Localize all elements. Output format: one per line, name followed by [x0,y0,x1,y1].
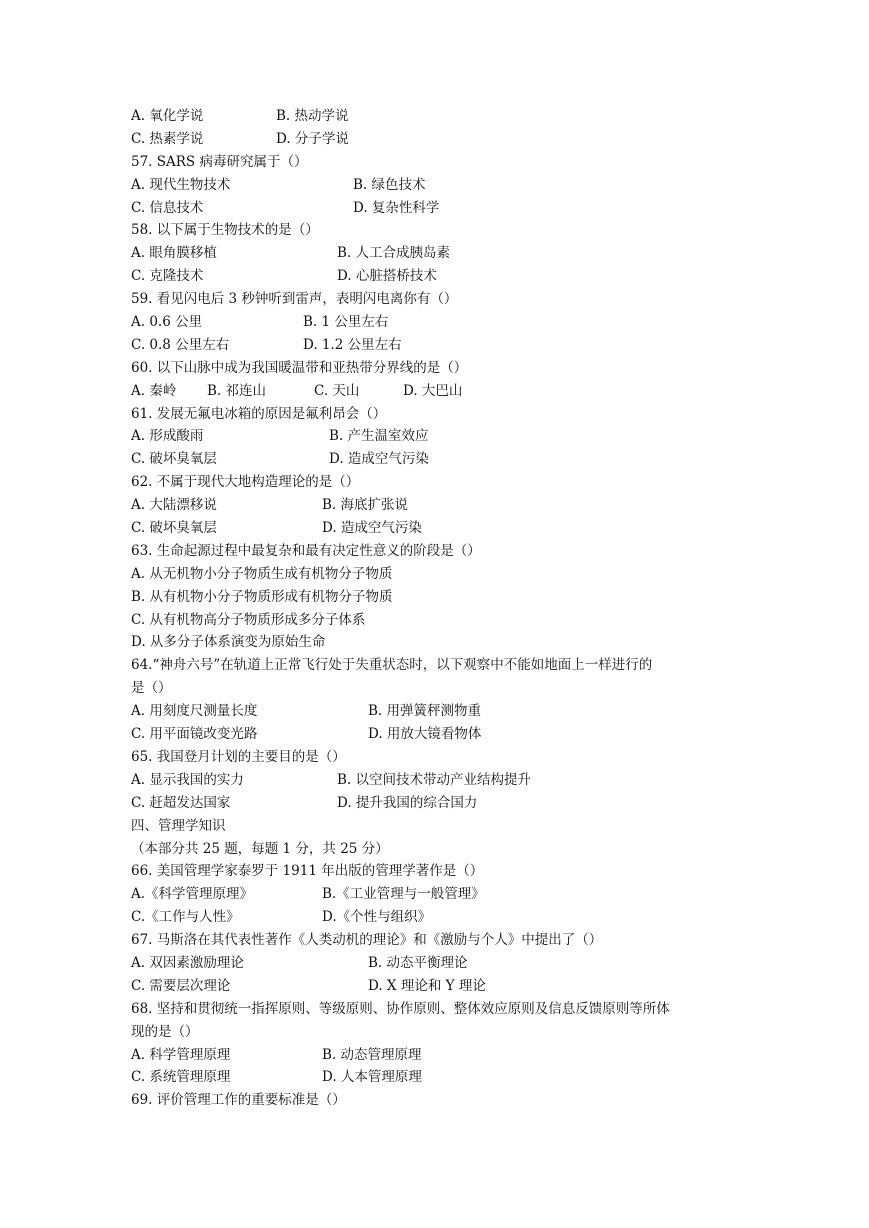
option-text: A. 眼角膜移植 [131,245,217,262]
text-line [131,631,801,654]
line-text: 65. 我国登月计划的主要目的是（） [131,748,346,765]
text-line [131,1021,801,1044]
line-text: B. 从有机物小分子物质形成有机物分子物质 [131,588,393,605]
text-line [131,769,801,792]
option-text: D. 复杂性科学 [353,199,440,216]
text-line [131,517,801,540]
line-text: 四、管理学知识 [131,817,226,834]
option-text: A. 形成酸雨 [131,428,204,445]
option-text: C. 系统管理原理 [131,1069,231,1086]
option-text: B. 以空间技术带动产业结构提升 [337,771,532,788]
option-text: B. 动态平衡理论 [368,954,468,971]
text-line [131,563,801,586]
option-text: A. 现代生物技术 [131,176,231,193]
option-text: D. 心脏搭桥技术 [337,268,437,285]
line-text: 现的是（） [131,1023,199,1040]
line-text: 62. 不属于现代大地构造理论的是（） [131,474,360,491]
question-text-block [131,105,801,1112]
option-text: D. 1.2 公里左右 [303,336,402,353]
option-text: B.《工业管理与一般管理》 [322,886,485,903]
option-text: D. 用放大镜看物体 [368,726,482,743]
text-line [131,838,801,861]
text-line [131,219,801,242]
text-line [131,288,801,311]
text-line [131,998,801,1021]
text-line [131,586,801,609]
text-line [131,471,801,494]
line-text: （本部分共 25 题，每题 1 分，共 25 分） [131,840,389,857]
option-text: A. 秦岭 [131,382,177,399]
option-text: B. 绿色技术 [353,176,426,193]
text-line [131,403,801,426]
line-text: C. 从有机物高分子物质形成多分子体系 [131,611,366,628]
line-text: D. 从多分子体系演变为原始生命 [131,634,326,651]
option-text: C. 用平面镜改变光路 [131,726,258,743]
option-text: C. 天山 [314,382,360,399]
option-text: A. 0.6 公里 [131,314,203,331]
line-text: 61. 发展无氟电冰箱的原因是氟利昂会（） [131,405,387,422]
option-text: A.《科学管理原理》 [131,886,254,903]
line-text: 68. 坚持和贯彻统一指挥原则、等级原则、协作原则、整体效应原则及信息反馈原则等所体 [131,1000,670,1017]
text-line [131,334,801,357]
option-text: D. X 理论和 Y 理论 [368,977,486,994]
option-text: D. 分子学说 [276,130,349,147]
option-text: D. 人本管理原理 [322,1069,422,1086]
text-line [131,174,801,197]
option-text: B. 动态管理原理 [322,1046,422,1063]
option-text: C. 破坏臭氧层 [131,451,217,468]
text-line [131,906,801,929]
text-line [131,242,801,265]
text-line [131,128,801,151]
line-text: 63. 生命起源过程中最复杂和最有决定性意义的阶段是（） [131,542,481,559]
text-line [131,494,801,517]
text-line [131,975,801,998]
text-line [131,311,801,334]
text-line [131,380,801,403]
option-text: C. 需要层次理论 [131,977,231,994]
option-text: B. 人工合成胰岛素 [337,245,451,262]
line-text: 69. 评价管理工作的重要标准是（） [131,1092,346,1109]
text-line [131,540,801,563]
option-text: A. 显示我国的实力 [131,771,244,788]
text-line [131,677,801,700]
option-text: C. 克隆技术 [131,268,204,285]
text-line [131,265,801,288]
option-text: A. 大陆漂移说 [131,497,217,514]
option-text: C. 破坏臭氧层 [131,520,217,537]
text-line [131,425,801,448]
line-text: 57. SARS 病毒研究属于（） [131,153,308,170]
line-text: A. 从无机物小分子物质生成有机物分子物质 [131,565,393,582]
text-line [131,609,801,632]
line-text: 是（） [131,680,172,697]
option-text: B. 1 公里左右 [303,314,389,331]
text-line [131,860,801,883]
line-text: 64.“神舟六号”在轨道上正常飞行处于失重状态时，以下观察中不能如地面上一样进行的 [131,657,653,674]
option-text: D. 提升我国的综合国力 [337,794,478,811]
line-text: 58. 以下属于生物技术的是（） [131,222,319,239]
option-text: C.《工作与人性》 [131,909,240,926]
option-text: C. 热素学说 [131,130,204,147]
line-text: 66. 美国管理学家泰罗于 1911 年出版的管理学著作是（） [131,863,484,880]
option-text: C. 赶超发达国家 [131,794,231,811]
option-text: D. 大巴山 [403,382,463,399]
text-line [131,723,801,746]
option-text: A. 科学管理原理 [131,1046,231,1063]
text-line [131,1066,801,1089]
text-line [131,151,801,174]
option-text: C. 信息技术 [131,199,204,216]
option-text: A. 氧化学说 [131,108,204,124]
option-text: B. 热动学说 [276,108,349,124]
option-text: B. 用弹簧秤测物重 [368,703,482,720]
option-text: B. 产生温室效应 [329,428,429,445]
text-line [131,746,801,769]
option-text: A. 双因素激励理论 [131,954,244,971]
option-text: C. 0.8 公里左右 [131,336,230,353]
text-line [131,357,801,380]
text-line [131,792,801,815]
option-text: D. 造成空气污染 [329,451,429,468]
option-text: D.《个性与组织》 [322,909,432,926]
text-line [131,700,801,723]
text-line [131,1089,801,1112]
option-text: D. 造成空气污染 [322,520,422,537]
option-text: B. 海底扩张说 [322,497,409,514]
option-text: B. 祁连山 [207,382,267,399]
line-text: 59. 看见闪电后 3 秒钟听到雷声，表明闪电离你有（） [131,291,458,308]
text-line [131,1044,801,1067]
text-line [131,448,801,471]
line-text: 67. 马斯洛在其代表性著作《人类动机的理论》和《激励与个人》中提出了（） [131,932,603,949]
option-text: A. 用刻度尺测量长度 [131,703,258,720]
text-line [131,197,801,220]
line-text: 60. 以下山脉中成为我国暖温带和亚热带分界线的是（） [131,359,468,376]
text-line [131,883,801,906]
text-line [131,654,801,677]
text-line [131,952,801,975]
text-line [131,929,801,952]
text-line [131,815,801,838]
text-line [131,105,801,128]
